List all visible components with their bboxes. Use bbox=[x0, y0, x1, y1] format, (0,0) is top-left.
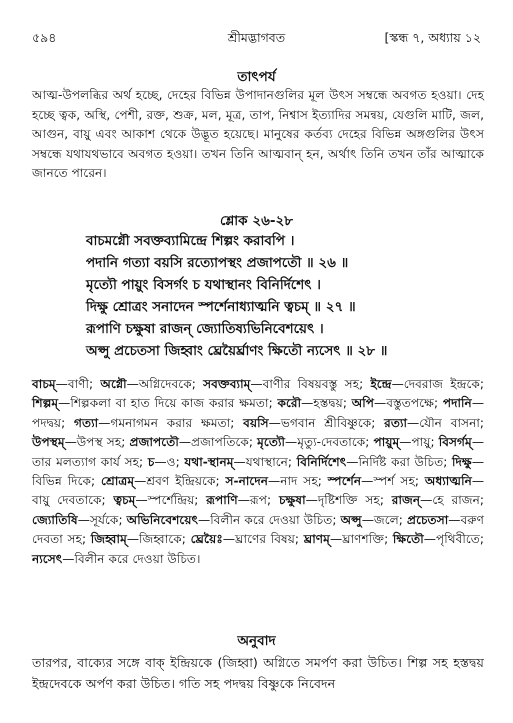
synonym-word: চক্ষুষা bbox=[278, 493, 306, 508]
verse-line: মৃত্যৌ পায়ুং বিসর্গং চ যথাস্থানং বিনির্দিশেৎ । bbox=[86, 277, 321, 293]
synonym-meaning: গমনাগমন করার ক্ষমতা; bbox=[110, 415, 235, 430]
chapter-reference: [স্কন্ধ ৭, অধ্যায় ১২ bbox=[384, 30, 481, 45]
synonym-word: বাচম্ bbox=[32, 377, 56, 391]
synonym-word: পায়ুম্ bbox=[373, 435, 400, 450]
synonym-meaning: যৌন বাসনা; bbox=[419, 415, 485, 430]
purport-section bbox=[32, 86, 484, 184]
page-header bbox=[32, 30, 481, 48]
synonym-word: প্রজাপতৌ bbox=[129, 435, 179, 450]
synonym-meaning: উপস্থ সহ; bbox=[76, 435, 126, 450]
verse-line: অপ্সু প্রচেতসা জিহ্বাং ঘ্রেয়ৈর্ঘ্রাণং ক্ষিতৌ ন্যসেৎ ॥ ২৮ ॥ bbox=[86, 343, 388, 359]
purport-heading: তাৎপর্য bbox=[237, 69, 276, 85]
synonym-word: অধ্যাত্মনি bbox=[424, 474, 472, 489]
shloka-verse bbox=[86, 230, 486, 362]
shloka-heading: শ্লোক ২৬-২৮ bbox=[219, 213, 294, 229]
synonym-meaning: ঘ্রাণশক্তি; bbox=[342, 532, 389, 547]
synonym-meaning: ঘ্রাণের বিষয়; bbox=[235, 532, 300, 547]
synonym-meaning: বিভিন্ন দিকে; bbox=[32, 474, 96, 489]
synonym-meaning: শ্রবণ ইন্দ্রিয়কে; bbox=[146, 474, 220, 489]
verse-line: রূপাণি চক্ষুষা রাজন্ জ্যোতিষ্যভিনিবেশয়েৎ । bbox=[86, 321, 324, 337]
synonym-word: ত্বচম্ bbox=[113, 493, 136, 508]
synonym-meaning: নির্দিষ্ট করা উচিত; bbox=[358, 454, 448, 469]
synonym-meaning: স্পর্শ সহ; bbox=[373, 474, 419, 489]
synonym-meaning: স্পর্শেন্দ্রিয়; bbox=[147, 493, 199, 508]
synonym-word: ক্ষিতৌ bbox=[392, 532, 424, 547]
synonym-meaning: বায়ু দেবতাকে; bbox=[32, 493, 106, 508]
synonym-meaning: পায়ু; bbox=[411, 435, 435, 450]
synonym-word: শিল্পম্ bbox=[32, 396, 59, 411]
synonym-meaning: দৃষ্টিশক্তি সহ; bbox=[317, 493, 384, 508]
translation-heading: অনুবাদ bbox=[237, 633, 276, 649]
synonym-meaning: পদদ্বয়; bbox=[32, 415, 66, 430]
synonym-meaning: বাণী; bbox=[67, 377, 94, 391]
synonym-meaning: বস্তুতপক্ষে; bbox=[386, 396, 439, 411]
synonym-word: চ bbox=[147, 454, 155, 469]
synonym-word: রাজন্ bbox=[391, 493, 421, 508]
synonym-word: বিসর্গম্ bbox=[438, 435, 472, 450]
synonym-word: অপ্সু bbox=[340, 512, 362, 527]
synonym-meaning: ও; bbox=[166, 454, 180, 469]
verse-line: বাচমগ্নৌ সবক্তব্যামিন্দ্রে শিল্পং করাবপি । bbox=[86, 233, 295, 249]
synonym-word: যথা-স্থানম্ bbox=[184, 454, 234, 469]
synonym-word: রত্যা bbox=[384, 415, 408, 430]
synonym-meaning: হে রাজন; bbox=[432, 493, 485, 508]
synonym-meaning: বিলীন করে দেওয়া উচিত। bbox=[74, 551, 201, 566]
synonym-meaning: অগ্নিদেবকে; bbox=[138, 377, 196, 391]
synonym-meaning: মৃত্যু-দেবতাকে; bbox=[297, 435, 370, 450]
translation-section bbox=[32, 652, 484, 694]
synonym-word: বিনির্দিশেৎ bbox=[296, 454, 347, 469]
synonym-word: করৌ bbox=[277, 396, 302, 411]
page-number: ৫৯৪ bbox=[32, 30, 57, 45]
synonym-word: ঘ্রেয়ৈঃ bbox=[190, 532, 223, 547]
synonym-word: ন্যসেৎ bbox=[32, 551, 63, 566]
synonym-meaning: যথাস্থানে; bbox=[245, 454, 293, 469]
synonym-word: পদানি bbox=[442, 396, 472, 411]
synonym-meaning: হস্তদ্বয়; bbox=[313, 396, 347, 411]
synonym-word: প্রচেতসা bbox=[406, 512, 449, 527]
running-title: শ্রীমদ্ভাগবত bbox=[227, 30, 286, 45]
synonym-word: জ্যোতিষি bbox=[32, 512, 78, 527]
synonym-meaning: তার মলত্যাগ কার্য সহ; bbox=[32, 454, 144, 469]
synonym-meaning: জলে; bbox=[373, 512, 403, 527]
synonym-word: স্পর্শেন bbox=[327, 474, 362, 489]
synonym-word: শ্রোত্রম্ bbox=[101, 474, 135, 489]
synonym-word: স-নাদেন bbox=[225, 474, 268, 489]
synonym-word: ইন্দ্রে bbox=[370, 377, 392, 391]
synonym-meaning: জিহ্বাকে; bbox=[139, 532, 186, 547]
synonym-meaning: পৃথিবীতে; bbox=[435, 532, 485, 547]
translation-text: তারপর, বাক্যের সঙ্গে বাক্ ইন্দ্রিয়কে (জিহ্বা) অগ্নিতে সমর্পণ করা উচিত। শিল্প সহ হস্তদ্বয় ইন্দ্রদেবকে অর্পণ করা উচিত। গতি সহ পদদ্বয় বিষ্ণুকে নিবেদন bbox=[32, 655, 484, 691]
synonym-meaning: সূর্যকে; bbox=[89, 512, 123, 527]
synonym-word: অগ্নৌ bbox=[100, 377, 127, 391]
synonym-meaning: বাণীর বিষয়বস্তু সহ; bbox=[262, 377, 364, 391]
synonym-word: বয়সি bbox=[243, 415, 269, 430]
verse-line: দিক্ষু শ্রোত্রং সনাদেন স্পর্শেনাধ্যাত্মনি ত্বচম্ ॥ ২৭ ॥ bbox=[86, 299, 356, 315]
synonym-word: রূপাণি bbox=[206, 493, 238, 508]
synonym-word: অপি bbox=[351, 396, 375, 411]
synonyms-section bbox=[32, 375, 484, 569]
synonym-meaning: দেবরাজ ইন্দ্রকে; bbox=[403, 377, 485, 391]
synonym-word: দিক্ষু bbox=[452, 454, 472, 469]
synonym-word: অভিনিবেশয়েৎ bbox=[126, 512, 199, 527]
synonym-meaning: নাদ সহ; bbox=[280, 474, 322, 489]
synonym-meaning: ভগবান শ্রীবিষ্ণুকে; bbox=[280, 415, 376, 430]
synonym-meaning: শিল্পকলা বা হাত দিয়ে কাজ করার ক্ষমতা; bbox=[70, 396, 273, 411]
synonym-word: সবক্তব্যাম্ bbox=[203, 377, 251, 391]
synonym-word: জিহ্বাম্ bbox=[90, 532, 127, 547]
verse-line: পদানি গত্যা বয়সি রত্যোপস্থং প্রজাপতৌ ॥ ২৬ ॥ bbox=[86, 255, 349, 271]
purport-text: আত্ম-উপলব্ধির অর্থ হচ্ছে, দেহের বিভিন্ন উপাদানগুলির মূল উৎস সম্বন্ধে অবগত হওয়া। দেহ হচ্ছে ত্বক, অস্থি, পেশী, রক্ত, শুক্র, মল, মূত্র, তাপ, নিশ্বাস ইত্যাদির সমন্বয়, যেগুলি মাটি, জল, আগুন, বায়ু এবং আকাশ থেকে উদ্ভূত হয়েছে। মানুষের কর্তব্য দেহের বিভিন্ন অঙ্গগুলির উৎস সম্বন্ধে যথাযথভাবে অবগত হওয়া। তখন তিনি আত্মবান্ হন, অর্থাৎ তিনি তখন তাঁর আত্মাকে জানতে পারেন। bbox=[32, 88, 484, 180]
synonym-meaning: বরুণ দেবতা সহ; bbox=[32, 512, 484, 547]
synonym-word: ঘ্রাণম্ bbox=[303, 532, 330, 547]
synonym-meaning: রূপ; bbox=[249, 493, 272, 508]
synonym-meaning: বিলীন করে দেওয়া উচিত; bbox=[210, 512, 337, 527]
synonym-meaning: প্রজাপতিকে; bbox=[191, 435, 253, 450]
synonym-word: গত্যা bbox=[73, 415, 99, 430]
synonym-word: মৃত্যৌ bbox=[257, 435, 285, 450]
synonyms-text: বাচম্—বাণী; অগ্নৌ—অগ্নিদেবকে; সবক্তব্যাম্—বাণীর বিষয়বস্তু সহ; ইন্দ্রে—দেবরাজ ইন্দ্রকে; শিল্পম্—শিল্পকলা বা হাত দিয়ে কাজ করার ক্ষমতা; করৌ—হস্তদ্বয়; অপি—বস্তুতপক্ষে; পদানি—পদদ্বয়; গত্যা—গমনাগমন করার ক্ষমতা; বয়সি—ভগবান শ্রীবিষ্ণুকে; রত্যা—যৌন বাসনা; উপস্থম্—উপস্থ সহ; প্রজাপতৌ—প্রজাপতিকে; মৃত্যৌ—মৃত্যু-দেবতাকে; পায়ুম্—পায়ু; বিসর্গম্—তার মলত্যাগ কার্য সহ; চ—ও; যথা-স্থানম্—যথাস্থানে; বিনির্দিশেৎ—নির্দিষ্ট করা উচিত; দিক্ষু—বিভিন্ন দিকে; শ্রোত্রম্—শ্রবণ ইন্দ্রিয়কে; স-নাদেন—নাদ সহ; স্পর্শেন—স্পর্শ সহ; অধ্যাত্মনি—বায়ু দেবতাকে; ত্বচম্—স্পর্শেন্দ্রিয়; রূপাণি—রূপ; চক্ষুষা—দৃষ্টিশক্তি সহ; রাজন্—হে রাজন; জ্যোতিষি—সূর্যকে; অভিনিবেশয়েৎ—বিলীন করে দেওয়া উচিত; অপ্সু—জলে; প্রচেতসা—বরুণ দেবতা সহ; জিহ্বাম্—জিহ্বাকে; ঘ্রেয়ৈঃ—ঘ্রাণের বিষয়; ঘ্রাণম্—ঘ্রাণশক্তি; ক্ষিতৌ—পৃথিবীতে; ন্যসেৎ—বিলীন করে দেওয়া উচিত। bbox=[32, 377, 485, 566]
synonym-word: উপস্থম্ bbox=[32, 435, 65, 450]
